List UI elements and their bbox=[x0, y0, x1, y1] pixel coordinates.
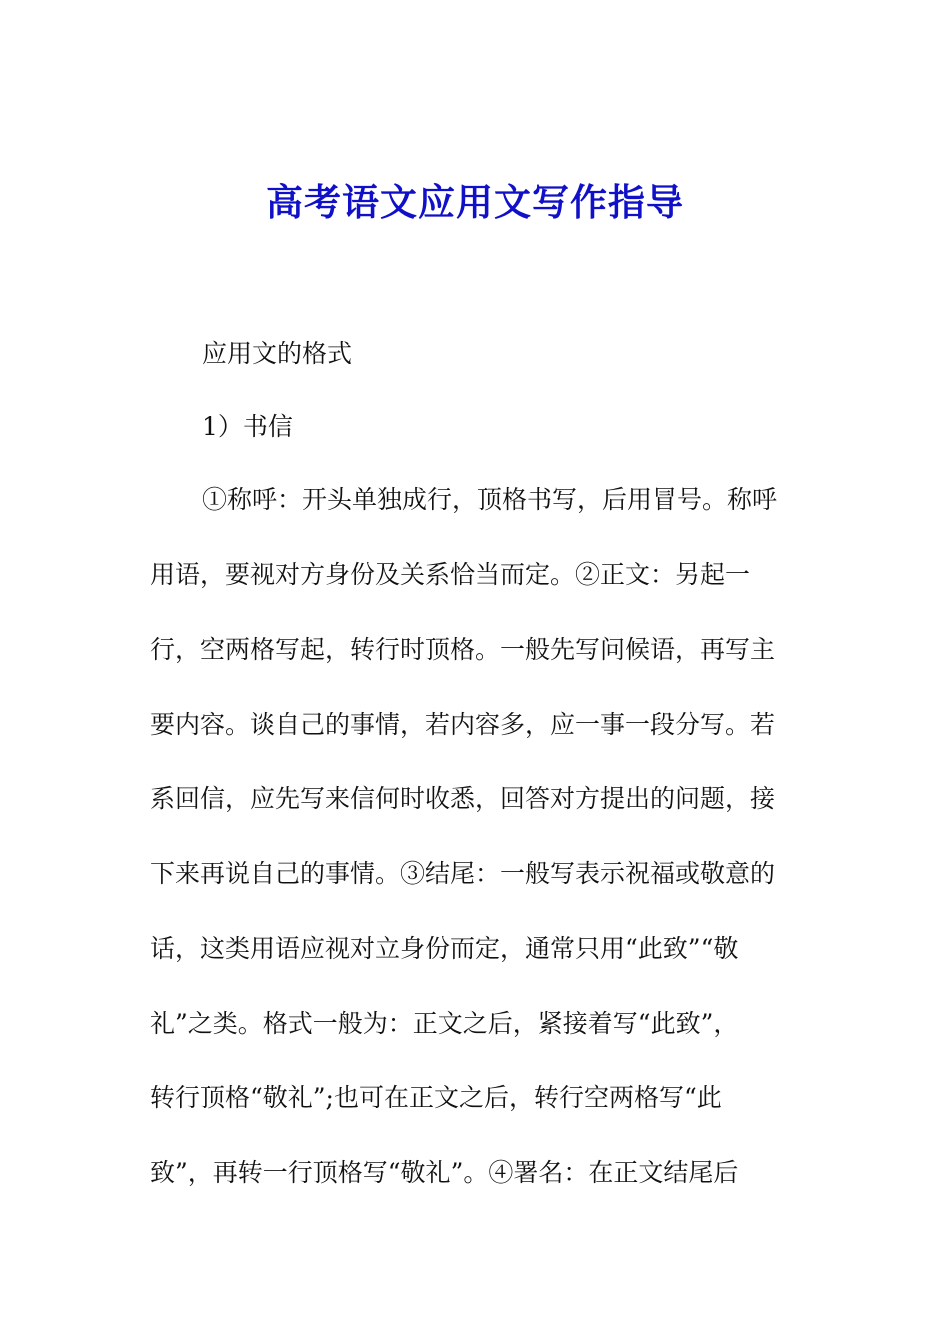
document-title: 高考语文应用文写作指导 bbox=[266, 180, 684, 224]
body-line-6: 下来再说自己的事情。③结尾：一般写表示祝福或敬意的 bbox=[150, 859, 776, 888]
body-line-9: 转行顶格“敬礼”;也可在正文之后，转行空两格写“此 bbox=[150, 1083, 722, 1112]
body-line-4: 要内容。谈自己的事情，若内容多，应一事一段分写。若 bbox=[150, 710, 776, 739]
body-line-7: 话，这类用语应视对立身份而定，通常只用“此致”“敬 bbox=[150, 934, 739, 963]
body-line-3: 行，空两格写起，转行时顶格。一般先写问候语，再写主 bbox=[150, 635, 776, 664]
body-line-5: 系回信，应先写来信何时收悉，回答对方提出的问题，接 bbox=[150, 784, 776, 813]
body-line-1: ①称呼：开头单独成行，顶格书写，后用冒号。称呼 bbox=[202, 485, 778, 514]
subsection-heading: 1）书信 bbox=[202, 412, 293, 441]
body-line-10: 致”，再转一行顶格写“敬礼”。④署名：在正文结尾后 bbox=[150, 1158, 739, 1187]
body-line-8: 礼”之类。格式一般为：正文之后，紧接着写“此致”， bbox=[150, 1009, 739, 1038]
section-heading: 应用文的格式 bbox=[202, 339, 353, 368]
body-line-2: 用语，要视对方身份及关系恰当而定。②正文：另起一 bbox=[150, 560, 751, 589]
